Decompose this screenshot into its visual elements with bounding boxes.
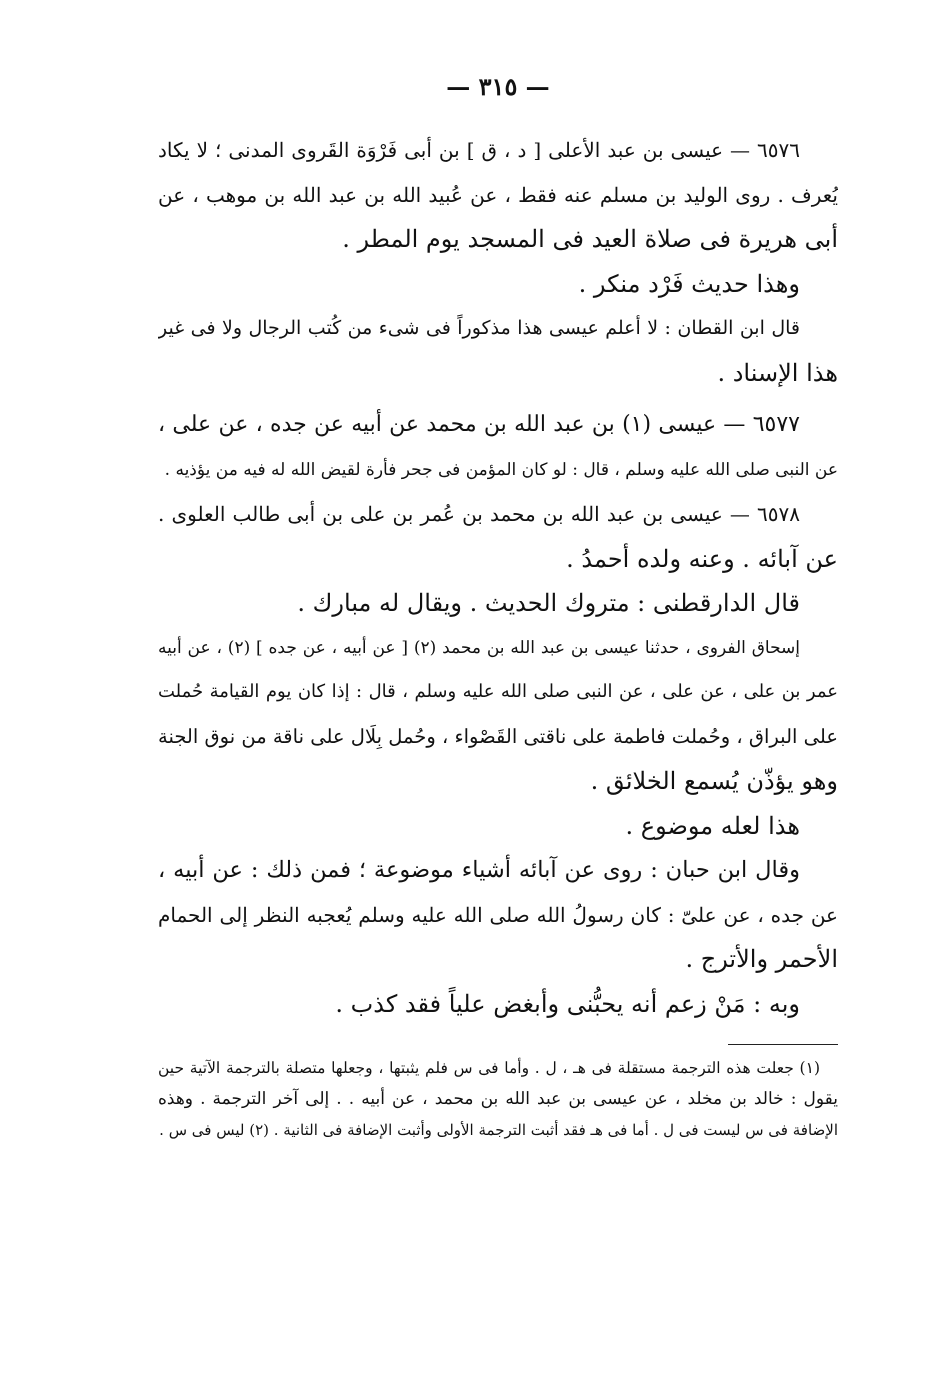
- book-page: [158, 70, 838, 1330]
- text-line: هذا الإسناد .: [717, 358, 838, 387]
- text-line: الأحمر والأترج .: [685, 945, 838, 973]
- text-line: ٦٥٧٦ — عيسى بن عبد الأعلى [ د ، ق ] بن أبى فَرْوَة القَروى المدنى ؛ لا يكاد: [158, 138, 800, 162]
- text-line: وبه : مَنْ زعم أنه يحبُّنى وأبغض علياً فقد كذب .: [335, 989, 800, 1018]
- footnote-line: الإضافة فى س ليست فى ل . أما فى هـ فقد أثبت الترجمة الأولى وأثبت الإضافة فى الثانية . (٢) ليس فى س .: [159, 1121, 838, 1139]
- text-line: ٦٥٧٨ — عيسى بن عبد الله بن محمد بن عُمر بن على بن أبى طالب العلوى .: [158, 502, 800, 526]
- footnote-line: يقول : خالد بن مخلد ، عن عيسى بن عبد الله بن محمد ، عن أبيه . . إلى آخر الترجمة . وهذه: [158, 1089, 838, 1109]
- text-line: عمر بن على ، عن على ، عن النبى صلى الله عليه وسلم ، قال : إذا كان يوم القيامة حُملت: [158, 681, 838, 702]
- text-line: ٦٥٧٧ — عيسى (١) بن عبد الله بن محمد عن أبيه عن جده ، عن على ،: [158, 412, 800, 437]
- text-line: قال الدارقطنى : متروك الحديث . ويقال له مبارك .: [297, 589, 800, 617]
- page-number: — ٣١٥ —: [446, 72, 550, 101]
- text-line: عن جده ، عن علىّ : كان رسولُ الله صلى الله عليه وسلم يُعجبه النظر إلى الحمام: [158, 902, 838, 927]
- paragraph-gap: [158, 395, 838, 403]
- text-line: وهذا حديث فَرْد منكر .: [578, 269, 800, 298]
- footnote-line: (١) جعلت هذه الترجمة مستقلة فى هـ ، ل . وأما فى س فلم يثبتها ، وجعلها متصلة بالترجمة الآتية حين: [158, 1059, 820, 1077]
- text-line: وهو يؤذّن يُسمع الخلائق .: [590, 767, 838, 795]
- footnotes: [158, 1053, 838, 1146]
- text-line: على البراق ، وحُملت فاطمة على ناقتى القَصْواء ، وحُمل بِلَال على ناقة من نوق الجنة: [158, 724, 838, 748]
- text-line: أبى هريرة فى صلاة العيد فى المسجد يوم المطر .: [342, 225, 838, 253]
- text-line: إسحاق الفروى ، حدثنا عيسى بن عبد الله بن محمد (٢) [ عن أبيه ، عن جده ] (٢) ، عن أبيه: [158, 637, 801, 658]
- body-text: [158, 128, 838, 1026]
- text-line: عن آبائه . وعنه ولده أحمدُ .: [566, 544, 838, 573]
- text-line: عن النبى صلى الله عليه وسلم ، قال : لو كان المؤمن فى جحر فأرة لقيض الله له فيه من يؤذيه .: [164, 459, 838, 480]
- text-line: وقال ابن حبان : روى عن آبائه أشياء موضوعة ؛ فمن ذلك : عن أبيه ،: [158, 857, 800, 883]
- footnote-divider: [728, 1044, 838, 1045]
- text-line: هذا لعله موضوع .: [625, 811, 800, 840]
- text-line: قال ابن القطان : لا أعلم عيسى هذا مذكوراً فى شىء من كُتب الرجال ولا فى غير: [158, 317, 800, 339]
- text-line: يُعرف . روى الوليد بن مسلم عنه فقط ، عن عُبيد الله بن عبد الله بن موهب ، عن: [158, 182, 838, 207]
